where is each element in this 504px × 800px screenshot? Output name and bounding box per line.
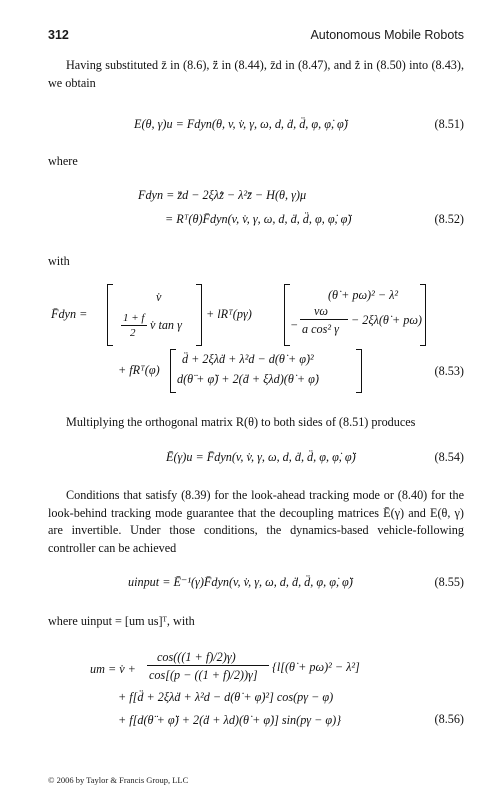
equation-8-52 <box>48 188 464 232</box>
m2-bot-tail: − 2ξλ(θ̇ + pω) <box>351 313 422 327</box>
bracket-right-1 <box>196 284 202 346</box>
equation-8-56-frac-num: cos(((1 + f)/2)γ) <box>157 650 236 664</box>
m2-bot-minus: − <box>290 318 299 332</box>
m3-top: d̈ + 2ξλḋ + λ²d − d(θ̇ + φ̇)² <box>182 352 314 366</box>
m2-frac-line <box>300 319 348 320</box>
equation-8-56-line2: + f[d̈ + 2ξλḋ + λ²d − d(θ̇ + φ̇)²] cos(pγ − φ) <box>118 690 334 704</box>
copyright-footer: © 2006 by Taylor & Francis Group, LLC <box>48 775 189 785</box>
word-where: where <box>48 154 78 168</box>
equation-8-55 <box>48 575 464 595</box>
plus-lRT: + lRᵀ(pγ) <box>206 307 252 321</box>
bracket-left-1 <box>107 284 113 346</box>
bracket-right-2 <box>420 284 426 346</box>
equation-8-52-line1: Fdyn = z̄̈d − 2ξλz̄̇ − λ²z̄ − H(θ, γ)μ <box>138 188 307 202</box>
m1-bot-tail: v̇ tan γ <box>150 318 182 332</box>
page-number: 312 <box>48 28 69 42</box>
equation-8-56-frac-den: cos[(p − ((1 + f)/2))γ] <box>149 668 258 682</box>
equation-8-54-number: (8.54) <box>434 450 464 464</box>
word-with: with <box>48 254 70 268</box>
equation-8-54 <box>48 450 464 470</box>
equation-8-53-number: (8.53) <box>434 364 464 378</box>
m1-bot-num: 1 + f <box>123 312 145 324</box>
where-uinput: where uinput = [um us]ᵀ, with <box>48 614 195 628</box>
equation-8-52-number: (8.52) <box>434 212 464 226</box>
m2-top: (θ̇ + pω)² − λ² <box>328 288 399 302</box>
running-title: Autonomous Mobile Robots <box>310 28 464 42</box>
equation-8-55-number: (8.55) <box>434 575 464 589</box>
equation-8-56-lhs: um = v̇ + <box>90 662 136 676</box>
paragraph-conditions: Conditions that satisfy (8.39) for the look-ahead tracking mode or (8.40) for the look-behind tracking mode guarantee that the decoupling matrices Ē(γ) and E(θ, γ) are invertible. Under those conditions, the dynamics-based vehicle-following controller can be achieved <box>48 488 464 555</box>
plus-fRT: + fRᵀ(φ) <box>118 363 160 377</box>
equation-8-51-number: (8.51) <box>434 117 464 131</box>
running-header <box>48 28 464 44</box>
m1-top: v̇ <box>156 290 162 304</box>
equation-8-56-line1-tail: {l[(θ̇ + pω)² − λ²] <box>272 660 360 674</box>
m3-bot: d(θ̈ + φ̈) + 2(ḋ + ξλd)(θ̇ + φ̇) <box>177 372 319 386</box>
paragraph-substitution: Having substituted z̄ in (8.6), z̄̈ in (8.44), z̄d in (8.47), and z̄̇ in (8.50) into (8.43), we obtain <box>48 58 464 90</box>
paragraph-orthogonal: Multiplying the orthogonal matrix R(θ) to both sides of (8.51) produces <box>66 415 416 429</box>
equation-8-55-body: uinput = Ē⁻¹(γ)F̄dyn(v, v̇, γ, ω, d, ḋ, d̈, φ, φ̇, φ̈) <box>128 575 353 589</box>
equation-8-51-body: E(θ, γ)u = Fdyn(θ, v, v̇, γ, ω, d, ḋ, d̈, φ, φ̇, φ̈) <box>134 117 348 131</box>
bracket-left-2 <box>284 284 290 346</box>
equation-8-51 <box>48 117 464 137</box>
equation-8-54-body: Ē(γ)u = F̄dyn(v, v̇, γ, ω, d, ḋ, d̈, φ, φ̇, φ̈) <box>166 450 356 464</box>
equation-8-56-frac-line <box>147 665 269 666</box>
m1-bot-den: 2 <box>130 327 136 339</box>
m2-bot-num: vω <box>314 304 329 318</box>
equation-8-56-number: (8.56) <box>434 712 464 726</box>
m2-bot-den: a cos² γ <box>302 322 339 336</box>
equation-8-56-line3: + f[d(θ̈ + φ̈) + 2(ḋ + λd)(θ̇ + φ̇)] sin(pγ − φ)} <box>118 713 342 727</box>
equation-8-53-lhs: F̄dyn = <box>51 307 88 321</box>
equation-8-52-line2: = Rᵀ(θ)F̄dyn(v, v̇, γ, ω, d, ḋ, d̈, φ, φ̇, φ̈) <box>165 212 352 226</box>
